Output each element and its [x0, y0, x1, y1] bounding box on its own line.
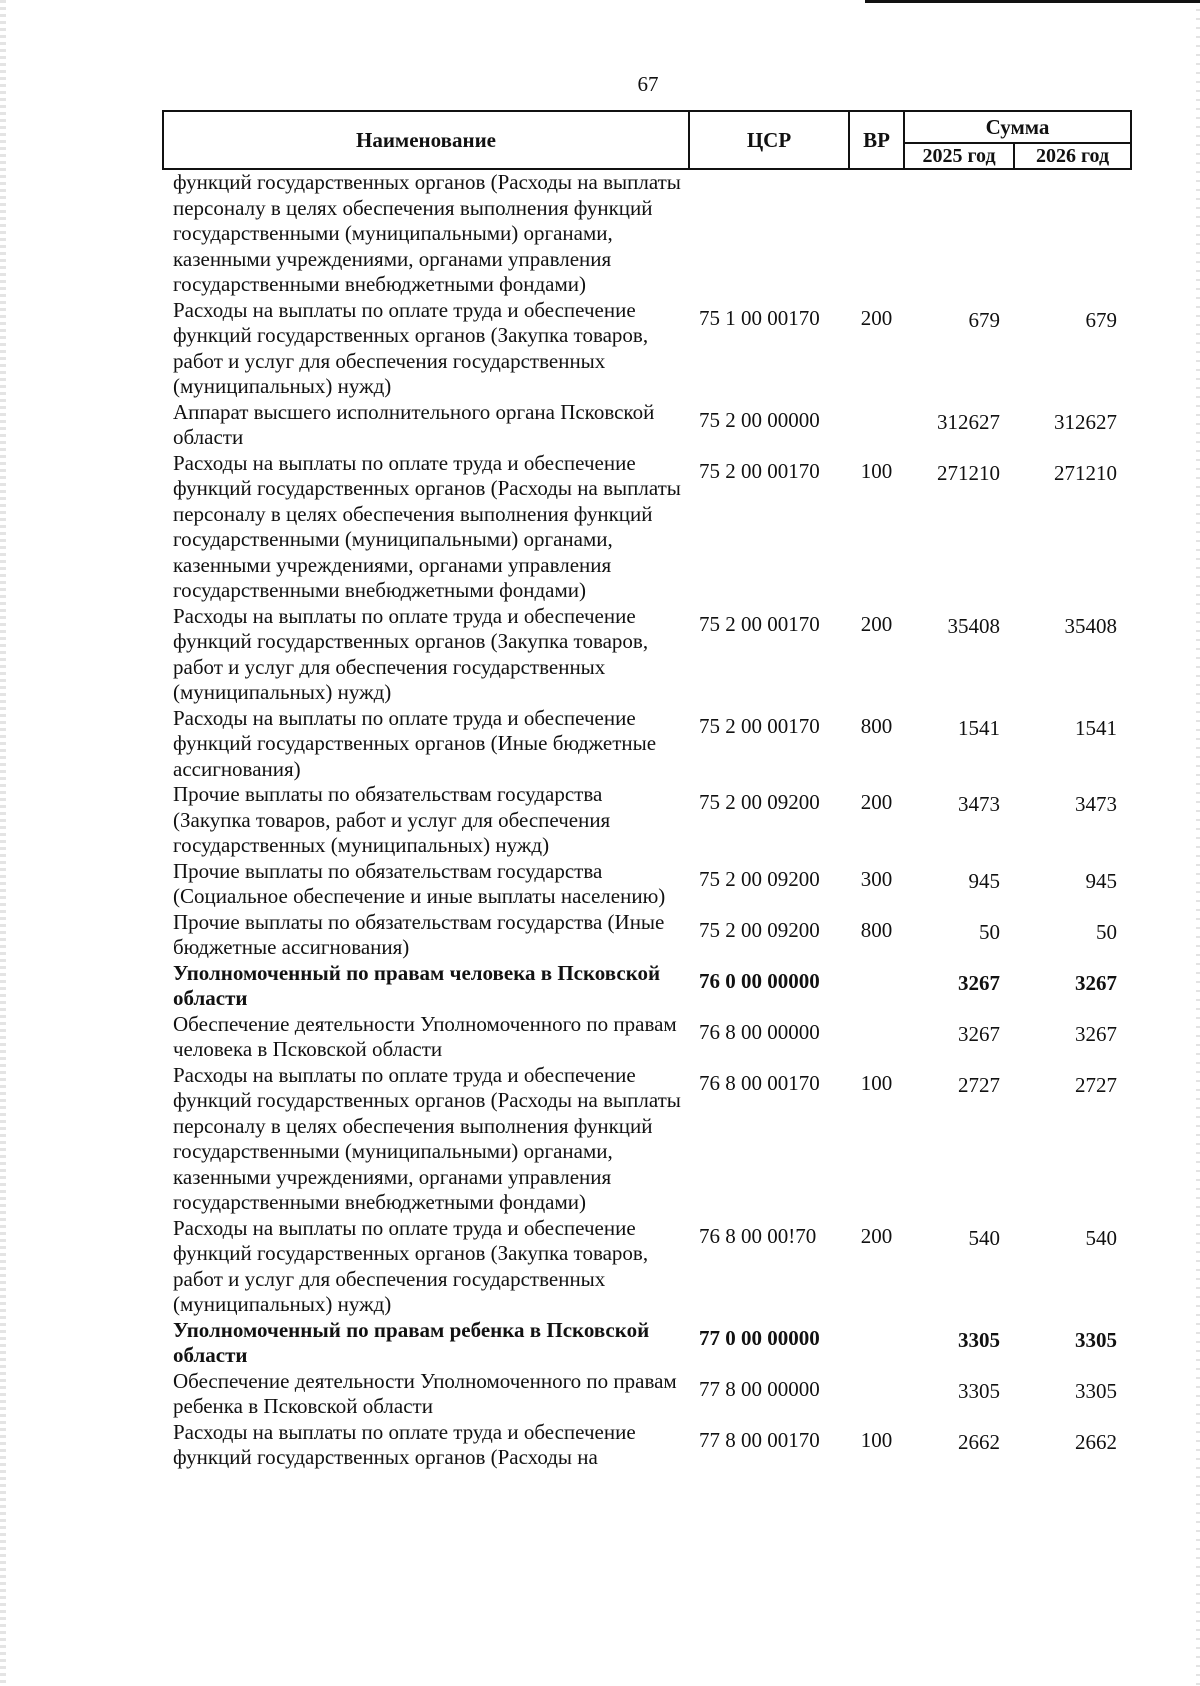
row-sum-2026: 3267	[1075, 1021, 1117, 1046]
row-csr: 75 1 00 00170	[699, 305, 820, 330]
row-name: Прочие выплаты по обязательствам государства (Иные бюджетные ассигнования)	[173, 909, 665, 959]
row-sum-2026: 679	[1085, 307, 1117, 332]
row-vr	[849, 1012, 904, 1063]
row-csr: 77 8 00 00170	[699, 1427, 820, 1452]
row-sum-2026: 50	[1096, 919, 1117, 944]
row-sum-2025: 3473	[958, 792, 1000, 816]
row-sum-2026: 3305	[1075, 1378, 1117, 1403]
row-csr: 77 0 00 00000	[699, 1325, 820, 1350]
row-vr: 200	[860, 305, 893, 330]
row-vr	[849, 169, 904, 298]
row-name: Расходы на выплаты по оплате труда и обеспечение функций государственных органов (Закупка товаров, работ и услуг для обеспечения государственных (муниципальных) нужд)	[173, 1215, 649, 1316]
row-sum-2026: 1541	[1075, 715, 1117, 740]
row-sum-2026: 271210	[1054, 460, 1117, 485]
row-name: Прочие выплаты по обязательствам государства (Закупка товаров, работ и услуг для обеспечения государственных (муниципальных) нужд)	[173, 782, 611, 857]
row-sum-2025: 271210	[937, 460, 1000, 485]
row-sum-2026: 540	[1085, 1225, 1117, 1250]
budget-table	[162, 110, 1132, 1471]
scan-edge-right	[1196, 0, 1200, 1686]
top-rule	[865, 0, 1200, 3]
row-csr	[689, 169, 849, 298]
row-sum-2025: 3305	[958, 1378, 1000, 1403]
row-name: Уполномоченный по правам ребенка в Псковской области	[173, 1317, 650, 1367]
table-row	[163, 298, 1131, 400]
header-year-2026: 2026 год	[1014, 143, 1131, 169]
row-csr: 75 2 00 09200	[699, 866, 820, 891]
row-sum-2025: 312627	[937, 409, 1000, 434]
table-row	[163, 1420, 1131, 1471]
row-name: Расходы на выплаты по оплате труда и обеспечение функций государственных органов (Закупка товаров, работ и услуг для обеспечения государственных (муниципальных) нужд)	[173, 603, 649, 704]
header-name: Наименование	[163, 111, 689, 169]
row-sum-2026: 2727	[1075, 1072, 1117, 1097]
row-sum-2026: 312627	[1054, 409, 1117, 434]
row-csr: 75 2 00 00000	[699, 407, 820, 432]
row-sum-2025	[904, 169, 1014, 298]
table-row	[163, 451, 1131, 604]
row-sum-2026: 945	[1085, 868, 1117, 893]
row-sum-2025: 2662	[958, 1429, 1000, 1454]
table-row	[163, 169, 1131, 298]
row-sum-2026: 2662	[1075, 1429, 1117, 1454]
row-name: Обеспечение деятельности Уполномоченного по правам человека в Псковской области	[173, 1011, 677, 1061]
header-year-2025: 2025 год	[904, 143, 1014, 169]
row-csr: 75 2 00 00170	[699, 458, 820, 483]
table-row	[163, 706, 1131, 783]
row-vr: 100	[860, 1070, 893, 1095]
row-csr: 75 2 00 09200	[699, 790, 820, 814]
table-row	[163, 1369, 1131, 1420]
row-vr	[849, 400, 904, 451]
row-csr: 76 8 00 00170	[699, 1070, 820, 1095]
table-row	[163, 1318, 1131, 1369]
row-vr: 300	[860, 866, 893, 891]
row-name: Расходы на выплаты по оплате труда и обеспечение функций государственных органов (Расходы на выплаты персоналу в целях обеспечения выполнения функций государственными (муниципальными) органами, казенными учреждениями, органами управления государственными внебюджетными фондами)	[173, 450, 681, 602]
row-sum-2026: 3473	[1075, 792, 1117, 816]
row-vr: 100	[860, 1427, 893, 1452]
table-row	[163, 910, 1131, 961]
row-csr: 75 2 00 09200	[699, 917, 820, 942]
row-sum-2025: 945	[968, 868, 1000, 893]
table-row	[163, 1012, 1131, 1063]
row-vr	[849, 1318, 904, 1369]
row-sum-2025: 1541	[958, 715, 1000, 740]
row-sum-2025: 540	[968, 1225, 1000, 1250]
row-sum-2025: 679	[968, 307, 1000, 332]
row-sum-2025: 3305	[958, 1327, 1000, 1352]
page-number: 67	[637, 72, 659, 96]
row-name: Расходы на выплаты по оплате труда и обеспечение функций государственных органов (Закупка товаров, работ и услуг для обеспечения государственных (муниципальных) нужд)	[173, 297, 649, 398]
table-row	[163, 604, 1131, 706]
row-name: Прочие выплаты по обязательствам государства (Социальное обеспечение и иные выплаты населению)	[173, 858, 666, 908]
row-name: Расходы на выплаты по оплате труда и обеспечение функций государственных органов (Иные бюджетные ассигнования)	[173, 705, 657, 781]
row-csr: 76 8 00 00!70	[699, 1223, 817, 1248]
row-vr	[849, 961, 904, 1012]
row-sum-2025: 35408	[947, 613, 1000, 638]
row-name: Расходы на выплаты по оплате труда и обеспечение функций государственных органов (Расходы на	[173, 1419, 636, 1469]
row-csr: 75 2 00 00170	[699, 713, 820, 738]
row-sum-2025: 2727	[958, 1072, 1000, 1097]
row-sum-2026: 3305	[1075, 1327, 1117, 1352]
table-row	[163, 859, 1131, 910]
row-vr	[849, 1369, 904, 1420]
row-vr: 100	[860, 458, 893, 483]
row-csr: 77 8 00 00000	[699, 1376, 820, 1401]
table-row	[163, 1063, 1131, 1216]
row-csr: 76 8 00 00000	[699, 1019, 820, 1044]
table-body	[163, 169, 1131, 1471]
row-vr: 800	[860, 917, 893, 942]
row-vr: 200	[860, 790, 893, 814]
header-sum: Сумма	[904, 111, 1131, 143]
row-name: Аппарат высшего исполнительного органа Псковской области	[173, 399, 655, 449]
table-row	[163, 400, 1131, 451]
row-name: Расходы на выплаты по оплате труда и обеспечение функций государственных органов (Расходы на выплаты персоналу в целях обеспечения выполнения функций государственными (муниципальными) органами, казенными учреждениями, органами управления государственными внебюджетными фондами)	[173, 1062, 681, 1214]
row-vr: 200	[860, 611, 893, 636]
row-sum-2026: 35408	[1064, 613, 1117, 638]
scan-edge-left	[0, 0, 6, 1686]
table-row	[163, 961, 1131, 1012]
row-sum-2025: 50	[979, 919, 1000, 944]
table-row	[163, 1216, 1131, 1318]
table-row	[163, 782, 1131, 859]
row-csr: 76 0 00 00000	[699, 968, 820, 993]
row-name: Обеспечение деятельности Уполномоченного по правам ребенка в Псковской области	[173, 1368, 677, 1418]
row-name: функций государственных органов (Расходы на выплаты персоналу в целях обеспечения выполнения функций государственными (муниципальными) органами, казенными учреждениями, органами управления государственными внебюджетными фондами)	[173, 170, 681, 296]
row-sum-2025: 3267	[958, 1021, 1000, 1046]
row-name: Уполномоченный по правам человека в Псковской области	[173, 960, 661, 1010]
row-sum-2026: 3267	[1075, 970, 1117, 995]
row-sum-2025: 3267	[958, 970, 1000, 995]
row-vr: 200	[860, 1223, 893, 1248]
row-sum-2026	[1014, 169, 1131, 298]
table-header	[163, 111, 1131, 169]
row-vr: 800	[860, 713, 893, 738]
header-csr: ЦСР	[689, 111, 849, 169]
row-csr: 75 2 00 00170	[699, 611, 820, 636]
header-vr: ВР	[849, 111, 904, 169]
